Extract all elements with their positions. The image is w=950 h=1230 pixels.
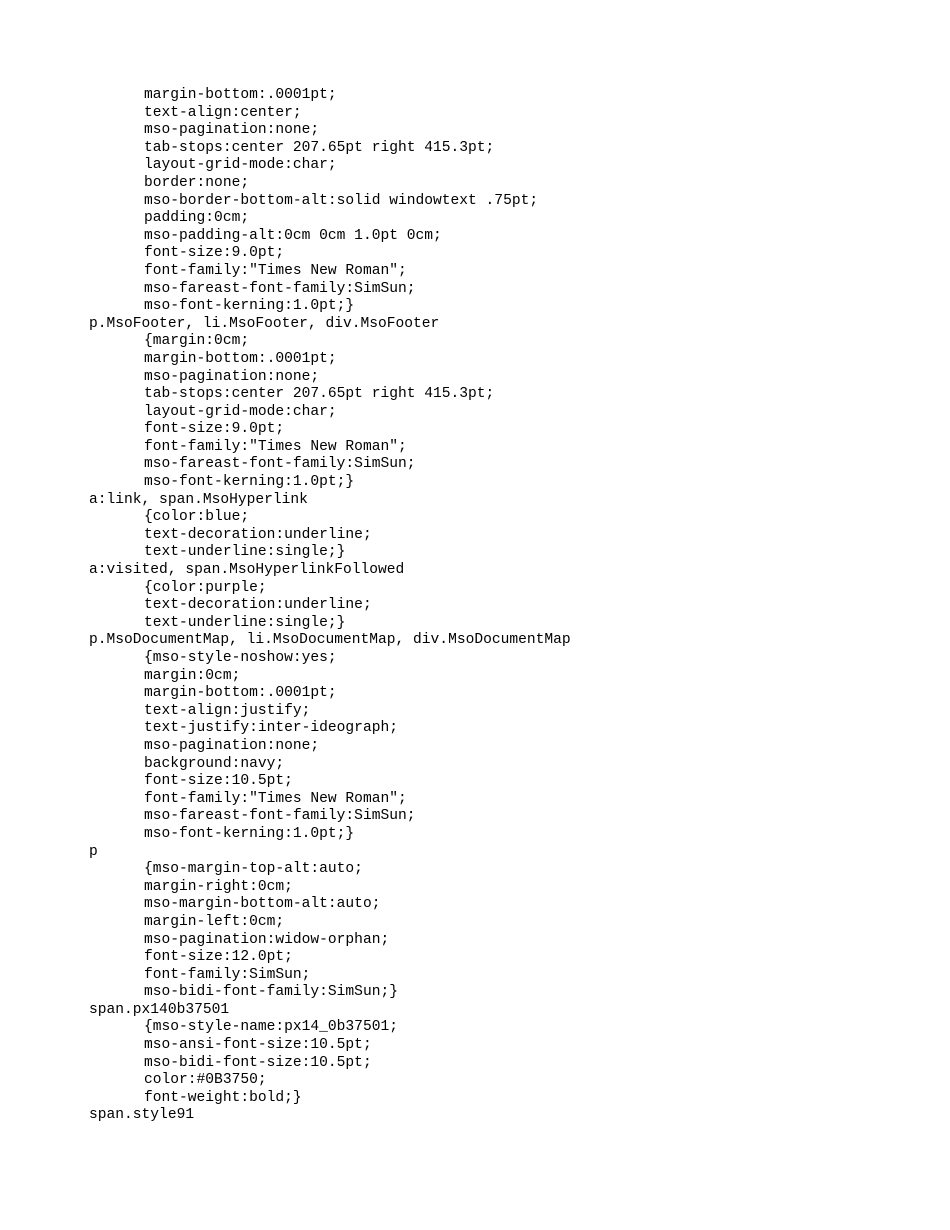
- code-line-declaration: mso-pagination:none;: [144, 368, 320, 385]
- code-line-declaration: font-family:SimSun;: [144, 966, 311, 983]
- code-line-declaration: mso-border-bottom-alt:solid windowtext .75pt;: [144, 192, 539, 209]
- code-line-selector: p.MsoDocumentMap, li.MsoDocumentMap, div.MsoDocumentMap: [89, 632, 571, 649]
- code-line-declaration: {margin:0cm;: [144, 333, 250, 350]
- code-line-declaration: color:#0B3750;: [144, 1072, 267, 1089]
- code-line-declaration: font-size:9.0pt;: [144, 245, 285, 262]
- code-line-declaration: layout-grid-mode:char;: [144, 157, 337, 174]
- code-line-declaration: mso-font-kerning:1.0pt;}: [144, 298, 355, 315]
- code-line-declaration: mso-bidi-font-family:SimSun;}: [144, 984, 398, 1001]
- code-line-declaration: background:navy;: [144, 755, 285, 772]
- code-line-selector: span.px140b37501: [89, 1001, 230, 1018]
- code-line-declaration: text-align:justify;: [144, 702, 311, 719]
- code-line-declaration: layout-grid-mode:char;: [144, 403, 337, 420]
- code-line-selector: p.MsoFooter, li.MsoFooter, div.MsoFooter: [89, 315, 440, 332]
- code-line-declaration: margin-bottom:.0001pt;: [144, 685, 337, 702]
- code-line-declaration: padding:0cm;: [144, 210, 250, 227]
- code-line-declaration: mso-font-kerning:1.0pt;}: [144, 825, 355, 842]
- code-line-declaration: text-align:center;: [144, 104, 302, 121]
- code-line-declaration: mso-fareast-font-family:SimSun;: [144, 456, 416, 473]
- code-line-selector: span.style91: [89, 1107, 195, 1124]
- code-line-declaration: font-weight:bold;}: [144, 1089, 302, 1106]
- code-line-declaration: mso-bidi-font-size:10.5pt;: [144, 1054, 372, 1071]
- code-line-declaration: margin-bottom:.0001pt;: [144, 350, 337, 367]
- code-line-declaration: font-size:9.0pt;: [144, 421, 285, 438]
- code-line-declaration: {color:purple;: [144, 579, 267, 596]
- code-line-declaration: mso-font-kerning:1.0pt;}: [144, 474, 355, 491]
- code-line-declaration: border:none;: [144, 174, 250, 191]
- code-line-declaration: margin-bottom:.0001pt;: [144, 87, 337, 103]
- code-line-declaration: text-justify:inter-ideograph;: [144, 720, 398, 737]
- code-line-declaration: mso-margin-bottom-alt:auto;: [144, 896, 381, 913]
- code-line-declaration: font-family:"Times New Roman";: [144, 438, 407, 455]
- code-line-declaration: mso-pagination:none;: [144, 122, 320, 139]
- code-line-declaration: margin-left:0cm;: [144, 913, 285, 930]
- code-line-declaration: {mso-margin-top-alt:auto;: [144, 861, 363, 878]
- code-line-declaration: text-decoration:underline;: [144, 526, 372, 543]
- code-line-declaration: text-underline:single;}: [144, 544, 346, 561]
- code-line-declaration: mso-ansi-font-size:10.5pt;: [144, 1037, 372, 1054]
- code-line-declaration: text-decoration:underline;: [144, 597, 372, 614]
- code-line-declaration: text-underline:single;}: [144, 614, 346, 631]
- code-line-declaration: font-size:10.5pt;: [144, 773, 293, 790]
- code-line-declaration: font-family:"Times New Roman";: [144, 262, 407, 279]
- code-line-selector: a:visited, span.MsoHyperlinkFollowed: [89, 562, 405, 579]
- code-listing: [89, 87, 571, 1125]
- code-line-declaration: tab-stops:center 207.65pt right 415.3pt;: [144, 139, 495, 156]
- code-line-declaration: {mso-style-name:px14_0b37501;: [144, 1019, 398, 1036]
- code-line-declaration: tab-stops:center 207.65pt right 415.3pt;: [144, 386, 495, 403]
- code-line-declaration: {mso-style-noshow:yes;: [144, 650, 337, 666]
- code-line-declaration: margin-right:0cm;: [144, 878, 293, 895]
- code-line-declaration: mso-fareast-font-family:SimSun;: [144, 280, 416, 297]
- code-line-selector: a:link, span.MsoHyperlink: [89, 491, 308, 508]
- code-line-declaration: font-family:"Times New Roman";: [144, 790, 407, 807]
- code-line-declaration: font-size:12.0pt;: [144, 949, 293, 966]
- code-line-declaration: mso-pagination:none;: [144, 737, 320, 754]
- code-line-declaration: mso-padding-alt:0cm 0cm 1.0pt 0cm;: [144, 227, 442, 244]
- code-line-declaration: mso-fareast-font-family:SimSun;: [144, 808, 416, 825]
- code-line-declaration: mso-pagination:widow-orphan;: [144, 931, 390, 948]
- code-line-selector: p: [89, 843, 98, 860]
- code-line-declaration: {color:blue;: [144, 509, 250, 526]
- code-line-declaration: margin:0cm;: [144, 667, 241, 684]
